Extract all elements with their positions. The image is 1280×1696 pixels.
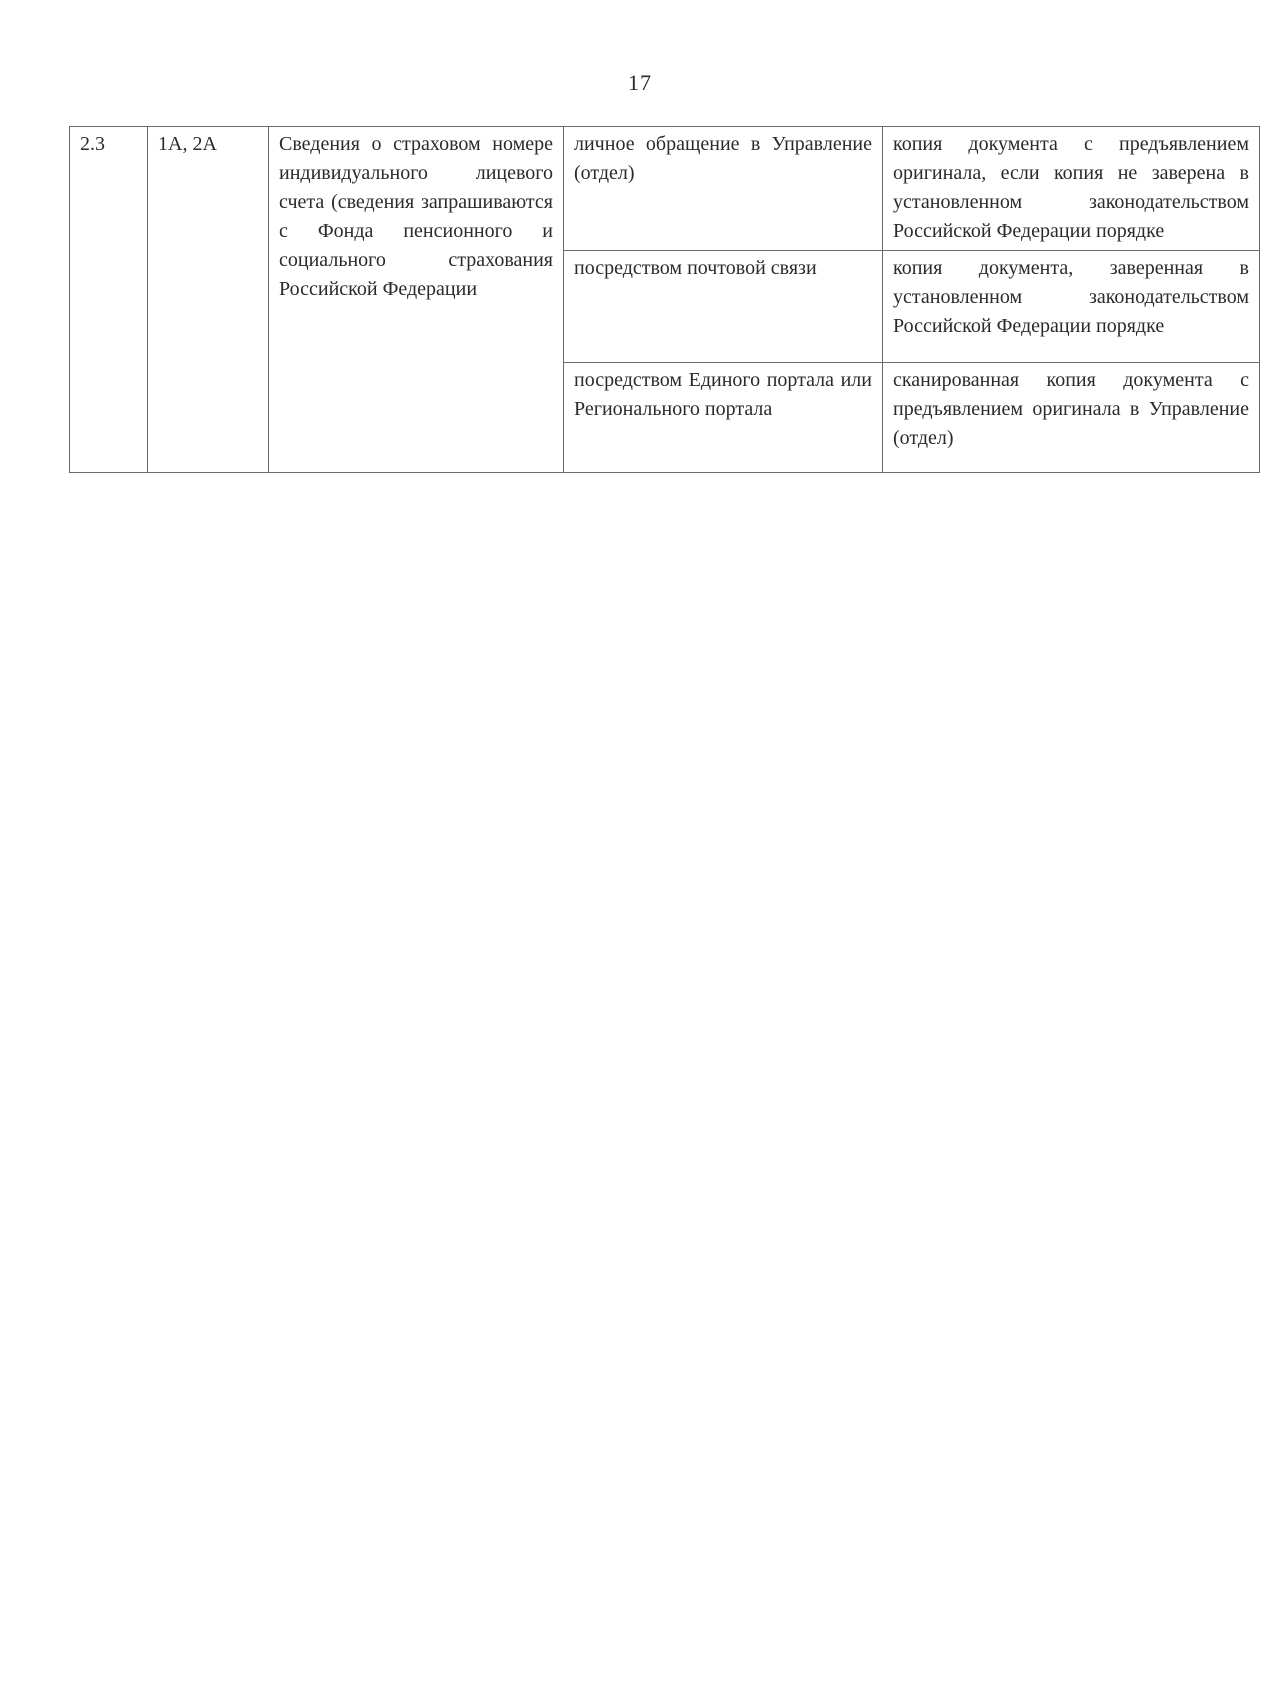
document-requirement: копия документа, заверенная в установленном законодательством Российской Федерации порядке: [893, 257, 1249, 337]
row-number: 2.3: [80, 133, 105, 155]
document-requirement-cell: [883, 127, 1260, 251]
document-name-cell: [269, 127, 564, 473]
submission-method: посредством почтовой связи: [574, 257, 817, 279]
row-number-cell: [70, 127, 148, 473]
table-row: [70, 127, 1260, 251]
submission-method-cell: [564, 251, 883, 363]
document-requirement: копия документа с предъявлением оригинала, если копия не заверена в установленном законодательством Российской Федерации порядке: [893, 133, 1249, 242]
row-codes-cell: [148, 127, 269, 473]
submission-method: посредством Единого портала или Регионального портала: [574, 369, 872, 420]
submission-method: личное обращение в Управление (отдел): [574, 133, 872, 184]
submission-method-cell: [564, 363, 883, 473]
document-name: Сведения о страховом номере индивидуального лицевого счета (сведения запрашиваются с Фонда пенсионного и социального страхования Российской Федерации: [279, 133, 553, 300]
document-requirement-cell: [883, 363, 1260, 473]
document-requirement-cell: [883, 251, 1260, 363]
submission-method-cell: [564, 127, 883, 251]
document-requirement: сканированная копия документа с предъявлением оригинала в Управление (отдел): [893, 369, 1249, 449]
row-codes: 1А, 2А: [158, 133, 217, 155]
document-table: [69, 126, 1260, 473]
page-number: 17: [628, 70, 652, 95]
